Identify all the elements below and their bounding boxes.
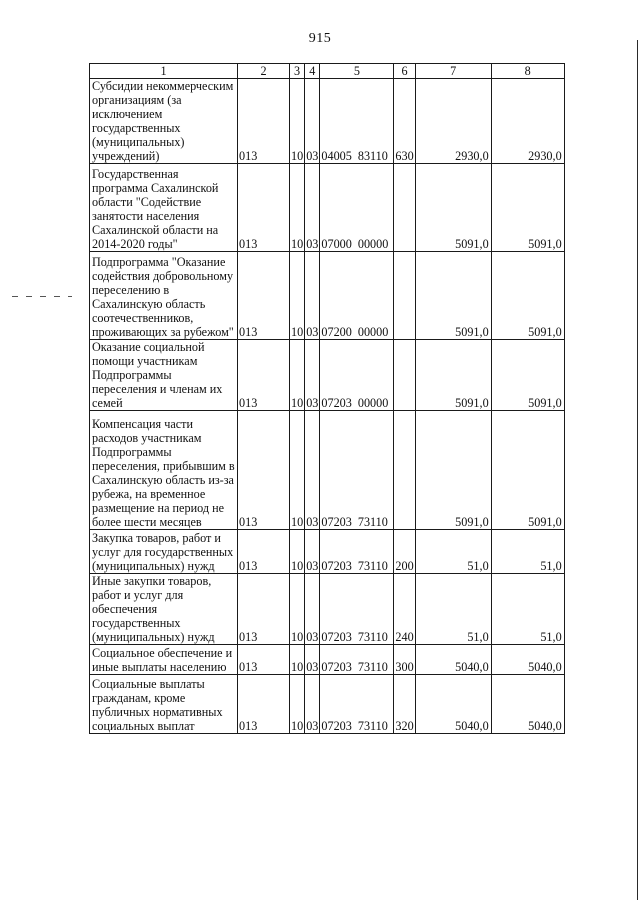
target-article-part-b: 00000: [357, 325, 389, 339]
ministry-code-cell: 013: [238, 645, 290, 675]
amount-cell-col8: 5091,0: [491, 411, 564, 530]
table-header-row: [90, 64, 565, 79]
section-code-cell: 10: [290, 675, 305, 734]
target-article-part-a: 07200: [321, 325, 352, 339]
target-article-part-a: 07203: [321, 396, 352, 410]
expense-type-cell: 200: [394, 530, 415, 574]
amount-cell-col8: 5040,0: [491, 645, 564, 675]
column-header: 6: [394, 64, 415, 79]
target-article-part-b: 83110: [357, 149, 388, 163]
page-number: 915: [308, 31, 332, 46]
expense-type-cell: [394, 340, 415, 411]
row-name-cell: Субсидии некоммерческим организациям (за исключением государственных (муниципальных) учреждений): [90, 79, 238, 164]
target-article-cell: [320, 675, 394, 734]
section-code-cell: 10: [290, 164, 305, 252]
table-body: [90, 79, 565, 734]
target-article-part-b: 00000: [357, 396, 389, 410]
expense-type-cell: 300: [394, 645, 415, 675]
ministry-code-cell: 013: [238, 252, 290, 340]
target-article-cell: [320, 411, 394, 530]
target-article-part-a: 07203: [321, 719, 352, 733]
expense-type-cell: [394, 252, 415, 340]
column-header: 4: [305, 64, 320, 79]
section-code-cell: 10: [290, 411, 305, 530]
table-row: [90, 252, 565, 340]
target-article-part-a: 07203: [321, 559, 352, 573]
target-article-cell: [320, 164, 394, 252]
section-code-cell: 10: [290, 79, 305, 164]
amount-cell-col7: 5091,0: [415, 411, 491, 530]
column-header: 3: [290, 64, 305, 79]
scan-edge-line: [637, 40, 638, 900]
section-code-cell: 10: [290, 530, 305, 574]
target-article-part-a: 07000: [321, 237, 352, 251]
row-name-cell: Иные закупки товаров, работ и услуг для обеспечения государственных (муниципальных) нужд: [90, 574, 238, 645]
row-name-cell: Социальное обеспечение и иные выплаты населению: [90, 645, 238, 675]
target-article-cell: [320, 530, 394, 574]
budget-table: [89, 63, 565, 734]
target-article-part-a: 07203: [321, 630, 352, 644]
subsection-code-cell: 03: [305, 340, 320, 411]
scan-dash-mark: [12, 296, 72, 297]
row-name-cell: Государственная программа Сахалинской области "Содействие занятости населения Сахалинской области на 2014-2020 годы": [90, 164, 238, 252]
amount-cell-col8: 5040,0: [491, 675, 564, 734]
ministry-code-cell: 013: [238, 530, 290, 574]
target-article-part-a: 07203: [321, 515, 352, 529]
ministry-code-cell: 013: [238, 340, 290, 411]
amount-cell-col8: 5091,0: [491, 164, 564, 252]
expense-type-cell: 320: [394, 675, 415, 734]
row-name-cell: Компенсация части расходов участникам Подпрограммы переселения, прибывшим в Сахалинскую область из-за рубежа, на временное размещение на период не более шести месяцев: [90, 411, 238, 530]
amount-cell-col8: 2930,0: [491, 79, 564, 164]
table-row: [90, 645, 565, 675]
target-article-cell: [320, 340, 394, 411]
amount-cell-col7: 5040,0: [415, 675, 491, 734]
subsection-code-cell: 03: [305, 164, 320, 252]
table-row: [90, 675, 565, 734]
target-article-part-a: 04005: [321, 149, 352, 163]
amount-cell-col7: 2930,0: [415, 79, 491, 164]
amount-cell-col8: 5091,0: [491, 252, 564, 340]
subsection-code-cell: 03: [305, 411, 320, 530]
ministry-code-cell: 013: [238, 675, 290, 734]
target-article-part-b: 73110: [357, 660, 388, 674]
amount-cell-col7: 5040,0: [415, 645, 491, 675]
section-code-cell: 10: [290, 645, 305, 675]
table-row: [90, 574, 565, 645]
subsection-code-cell: 03: [305, 574, 320, 645]
amount-cell-col7: 51,0: [415, 530, 491, 574]
row-name-cell: Закупка товаров, работ и услуг для государственных (муниципальных) нужд: [90, 530, 238, 574]
ministry-code-cell: 013: [238, 574, 290, 645]
column-header: 5: [320, 64, 394, 79]
column-header: 1: [90, 64, 238, 79]
subsection-code-cell: 03: [305, 252, 320, 340]
amount-cell-col8: 51,0: [491, 530, 564, 574]
target-article-part-a: 07203: [321, 660, 352, 674]
subsection-code-cell: 03: [305, 79, 320, 164]
target-article-part-b: 73110: [357, 515, 388, 529]
table-row: [90, 530, 565, 574]
subsection-code-cell: 03: [305, 675, 320, 734]
table-row: [90, 79, 565, 164]
amount-cell-col7: 5091,0: [415, 340, 491, 411]
table-row: [90, 411, 565, 530]
target-article-cell: [320, 252, 394, 340]
column-header: 7: [415, 64, 491, 79]
table-row: [90, 340, 565, 411]
subsection-code-cell: 03: [305, 530, 320, 574]
amount-cell-col8: 5091,0: [491, 340, 564, 411]
amount-cell-col7: 51,0: [415, 574, 491, 645]
expense-type-cell: [394, 411, 415, 530]
amount-cell-col7: 5091,0: [415, 252, 491, 340]
amount-cell-col7: 5091,0: [415, 164, 491, 252]
section-code-cell: 10: [290, 340, 305, 411]
target-article-cell: [320, 574, 394, 645]
ministry-code-cell: 013: [238, 411, 290, 530]
expense-type-cell: 240: [394, 574, 415, 645]
ministry-code-cell: 013: [238, 79, 290, 164]
expense-type-cell: 630: [394, 79, 415, 164]
amount-cell-col8: 51,0: [491, 574, 564, 645]
target-article-part-b: 73110: [357, 630, 388, 644]
column-header: 2: [238, 64, 290, 79]
section-code-cell: 10: [290, 574, 305, 645]
target-article-part-b: 73110: [357, 559, 388, 573]
column-header: 8: [491, 64, 564, 79]
row-name-cell: Социальные выплаты гражданам, кроме публичных нормативных социальных выплат: [90, 675, 238, 734]
target-article-part-b: 00000: [357, 237, 389, 251]
subsection-code-cell: 03: [305, 645, 320, 675]
table-row: [90, 164, 565, 252]
section-code-cell: 10: [290, 252, 305, 340]
target-article-cell: [320, 645, 394, 675]
row-name-cell: Оказание социальной помощи участникам Подпрограммы переселения и членам их семей: [90, 340, 238, 411]
row-name-cell: Подпрограмма "Оказание содействия добровольному переселению в Сахалинскую область соотечественников, проживающих за рубежом": [90, 252, 238, 340]
target-article-cell: [320, 79, 394, 164]
target-article-part-b: 73110: [357, 719, 388, 733]
expense-type-cell: [394, 164, 415, 252]
ministry-code-cell: 013: [238, 164, 290, 252]
